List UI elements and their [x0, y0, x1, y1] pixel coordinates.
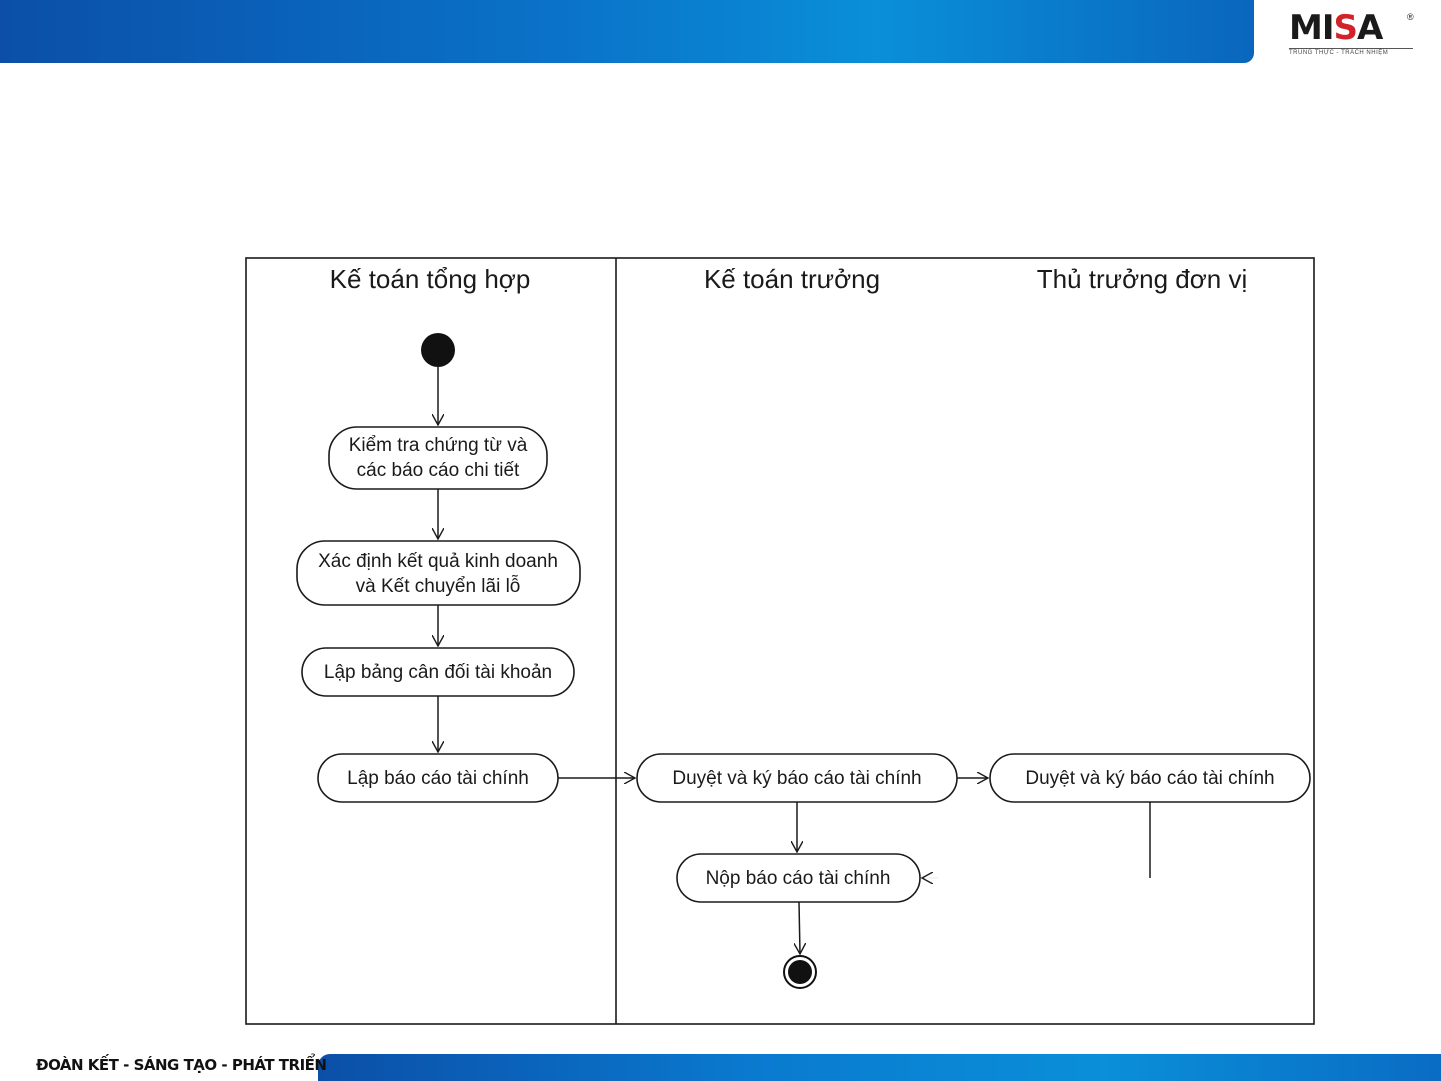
lane-title-general-accountant: Kế toán tổng hợp: [329, 264, 531, 294]
activity-chief-approve-label: Duyệt và ký báo cáo tài chính: [672, 768, 922, 789]
lane-title-chief-accountant: Kế toán trưởng: [703, 264, 881, 294]
final-node: [788, 960, 812, 984]
registered-mark-icon: ®: [1407, 12, 1414, 22]
activity-check-documents-line-2: các báo cáo chi tiết: [356, 460, 520, 481]
logo-word: MISA: [1289, 8, 1383, 48]
activity-determine-results-line-1: Xác định kết quả kinh doanh: [318, 551, 558, 572]
activity-prepare-statements-label: Lập báo cáo tài chính: [347, 768, 529, 789]
activity-head-approve-label: Duyệt và ký báo cáo tài chính: [1025, 768, 1275, 789]
initial-node: [421, 333, 455, 367]
lane-title-unit-head: Thủ trưởng đơn vị: [1036, 264, 1248, 294]
activity-trial-balance-label: Lập bảng cân đối tài khoản: [323, 662, 553, 683]
activity-submit-statements-label: Nộp báo cáo tài chính: [705, 868, 891, 889]
diagram-frame: [246, 258, 1314, 1024]
footer-slogan: ĐOÀN KẾT - SÁNG TẠO - PHÁT TRIỂN: [36, 1056, 327, 1074]
activity-determine-results-line-2: và Kết chuyển lãi lỗ: [355, 576, 521, 597]
activity-check-documents-line-1: Kiểm tra chứng từ và: [348, 435, 528, 456]
footer-bar: [318, 1054, 1441, 1081]
logo-tagline: TRUNG THỰC - TRÁCH NHIỆM: [1289, 48, 1413, 57]
flow-submit-to-end: [799, 902, 800, 954]
